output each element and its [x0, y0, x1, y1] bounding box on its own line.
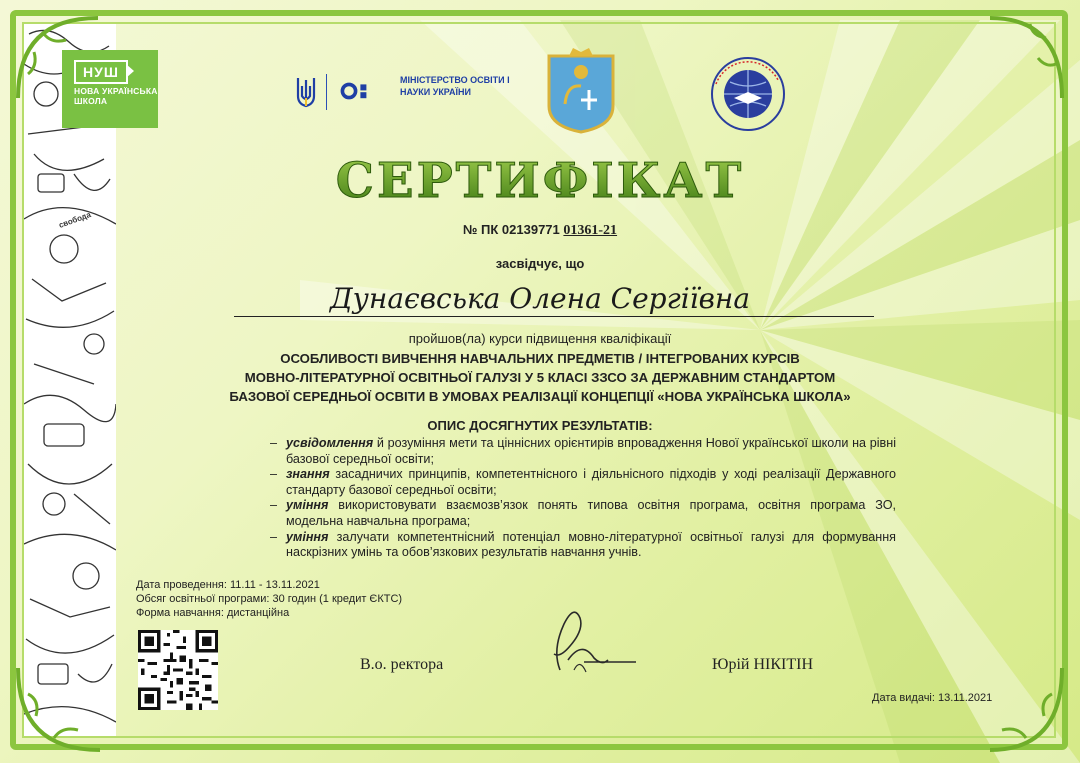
trident-icon: [296, 76, 316, 108]
testifies-text: засвідчує, що: [495, 256, 585, 271]
issue-date: Дата видачі: 13.11.2021: [872, 692, 993, 704]
recipient-name: Дунаєвська Олена Сергіївна: [329, 282, 751, 315]
institute-logo-icon: [708, 54, 788, 134]
passed-text: пройшов(ла) курси підвищення кваліфікації: [408, 331, 672, 346]
recipient-underline: [234, 316, 874, 317]
nush-arrow-icon: [126, 64, 134, 78]
list-item: – усвідомлення й розуміння мети та ціннісних орієнтирів впровадження Нової української школи на рівні базової середньої освіти;: [270, 436, 896, 466]
number-suffix: 01361-21: [563, 223, 618, 238]
certificate-title-text: СЕРТИФІКАТ: [335, 153, 745, 209]
pattern-word: свобода: [57, 209, 93, 230]
nush-full-name: НОВА УКРАЇНСЬКА ШКОЛА: [74, 86, 158, 106]
course-details: [136, 578, 402, 620]
number-prefix: № ПК 02139771: [462, 222, 560, 237]
corner-ornament-bottom-right: [986, 664, 1066, 754]
rector-title: В.о. ректора: [360, 656, 444, 673]
corner-ornament-top-right: [986, 14, 1066, 104]
course-line-2: МОВНО-ЛІТЕРАТУРНОЇ ОСВІТНЬОЇ ГАЛУЗІ У 5 КЛАСІ ЗЗСО ЗА ДЕРЖАВНИМ СТАНДАРТОМ: [244, 370, 836, 385]
nush-short: НУШ: [74, 60, 128, 84]
certificate-title: [0, 150, 1080, 215]
list-item: – уміння залучати компетентнісний потенціал мовно-літературної освітньої галузі для формування наскрізних умінь та обов’язкових результатів навчання учнів.: [270, 529, 896, 560]
course-volume: Обсяг освітньої програми: 30 годин (1 кредит ЄКТС): [136, 593, 403, 605]
outcomes-list: [268, 436, 896, 561]
course-title: [150, 349, 930, 406]
course-line-3: БАЗОВОЇ СЕРЕДНЬОЇ ОСВІТИ В УМОВАХ РЕАЛІЗАЦІЇ КОНЦЕПЦІЇ «НОВА УКРАЇНСЬКА ШКОЛА»: [229, 389, 851, 404]
course-line-1: ОСОБЛИВОСТІ ВИВЧЕННЯ НАВЧАЛЬНИХ ПРЕДМЕТІВ / ІНТЕГРОВАНИХ КУРСІВ: [280, 351, 800, 366]
ministry-separator: [326, 74, 327, 110]
list-item: – знання засадничих принципів, компетентнісного і діяльнісного підходів у ході реалізації Державного стандарту базової середньої освіти;: [270, 467, 896, 497]
title-art: [330, 150, 750, 210]
qr-code[interactable]: [138, 630, 218, 710]
ministry-emblem-icon: [340, 76, 370, 106]
signature: [524, 600, 644, 678]
corner-ornament-bottom-left: [14, 664, 104, 754]
ministry-name: МІНІСТЕРСТВО ОСВІТИ І НАУКИ УКРАЇНИ: [400, 75, 510, 97]
list-item: – уміння використовувати взаємозв’язок понять типова освітня програма, освітня програма ЗО, модельна навчальна програма;: [270, 498, 896, 528]
outcomes-heading: ОПИС ДОСЯГНУТИХ РЕЗУЛЬТАТІВ:: [427, 418, 653, 433]
coat-of-arms-icon: [545, 46, 617, 134]
signer-name: Юрій НІКІТІН: [712, 656, 813, 673]
certificate-number: [0, 222, 1080, 239]
nush-logo: [62, 50, 158, 128]
course-dates: Дата проведення: 11.11 - 13.11.2021: [136, 579, 320, 591]
study-form: Форма навчання: дистанційна: [136, 607, 290, 619]
